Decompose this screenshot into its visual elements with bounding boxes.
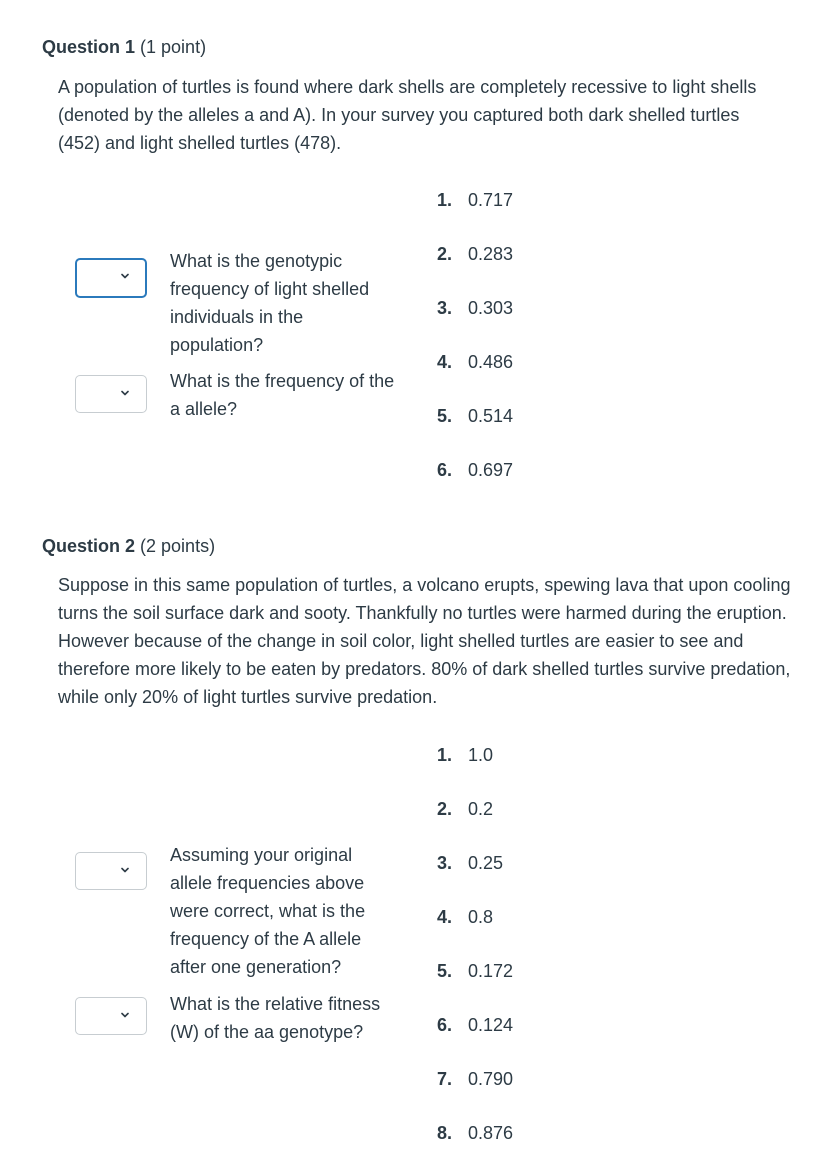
answer-value: 0.876 xyxy=(468,1123,514,1143)
answer-number: 7. xyxy=(437,1069,453,1089)
q2-answer-4 xyxy=(437,907,493,928)
q2-dropdown-1[interactable] xyxy=(75,852,147,890)
question-2-points: (2 points) xyxy=(140,536,216,556)
answer-number: 6. xyxy=(437,1015,453,1035)
answer-number: 8. xyxy=(437,1123,453,1143)
answer-value: 1.0 xyxy=(468,745,494,765)
chevron-down-icon xyxy=(120,271,130,281)
question-1-heading xyxy=(42,37,206,58)
q2-answer-6 xyxy=(437,1015,513,1036)
q1-dropdown-1[interactable] xyxy=(75,258,147,298)
question-2-heading xyxy=(42,536,215,557)
answer-number: 6. xyxy=(437,460,453,480)
q2-prompt-2: What is the relative fitness (W) of the aa genotype? xyxy=(170,994,381,1042)
q2-dropdown-2[interactable] xyxy=(75,997,147,1035)
q1-prompt-1: What is the genotypic frequency of light shelled individuals in the population? xyxy=(170,251,370,355)
answer-number: 5. xyxy=(437,406,453,426)
q1-answer-3 xyxy=(437,298,513,319)
answer-value: 0.283 xyxy=(468,244,514,264)
q2-prompt-1: Assuming your original allele frequencies above were correct, what is the frequency of the A allele after one generation? xyxy=(170,845,366,977)
question-1-title: Question 1 xyxy=(42,37,136,57)
answer-number: 5. xyxy=(437,961,453,981)
answer-value: 0.303 xyxy=(468,298,514,318)
answer-number: 1. xyxy=(437,745,453,765)
answer-value: 0.172 xyxy=(468,961,514,981)
answer-value: 0.2 xyxy=(468,799,494,819)
answer-value: 0.514 xyxy=(468,406,514,426)
answer-number: 4. xyxy=(437,907,453,927)
answer-value: 0.124 xyxy=(468,1015,514,1035)
q2-answer-5 xyxy=(437,961,513,982)
answer-value: 0.8 xyxy=(468,907,494,927)
answer-number: 1. xyxy=(437,190,453,210)
answer-value: 0.717 xyxy=(468,190,514,210)
question-1-text: A population of turtles is found where dark shells are completely recessive to light shells (denoted by the alleles a and A). In your survey you captured both dark shelled turtles (452) and light shelled turtles (478). xyxy=(58,77,757,153)
chevron-down-icon xyxy=(120,1010,130,1020)
q1-prompt-2: What is the frequency of the a allele? xyxy=(170,371,395,419)
answer-value: 0.486 xyxy=(468,352,514,372)
q1-answer-1 xyxy=(437,190,513,211)
question-2-text: Suppose in this same population of turtles, a volcano erupts, spewing lava that upon cooling turns the soil surface dark and sooty. Thankfully no turtles were harmed during the eruption. However because of the change in soil color, light shelled turtles are easier to see and therefore more likely to be eaten by predators. 80% of dark shelled turtles survive predation, while only 20% of light turtles survive predation. xyxy=(58,575,791,707)
answer-number: 2. xyxy=(437,799,453,819)
answer-value: 0.25 xyxy=(468,853,504,873)
answer-number: 4. xyxy=(437,352,453,372)
q2-answer-7 xyxy=(437,1069,513,1090)
q1-answer-5 xyxy=(437,406,513,427)
q2-answer-8 xyxy=(437,1123,513,1144)
answer-value: 0.697 xyxy=(468,460,514,480)
q2-answer-1 xyxy=(437,745,493,766)
question-1-points: (1 point) xyxy=(140,37,207,57)
q1-answer-4 xyxy=(437,352,513,373)
answer-value: 0.790 xyxy=(468,1069,514,1089)
chevron-down-icon xyxy=(120,865,130,875)
answer-number: 3. xyxy=(437,298,453,318)
answer-number: 2. xyxy=(437,244,453,264)
answer-number: 3. xyxy=(437,853,453,873)
q1-answer-6 xyxy=(437,460,513,481)
q1-dropdown-2[interactable] xyxy=(75,375,147,413)
question-2-title: Question 2 xyxy=(42,536,136,556)
q1-answer-2 xyxy=(437,244,513,265)
q2-answer-2 xyxy=(437,799,493,820)
chevron-down-icon xyxy=(120,388,130,398)
q2-answer-3 xyxy=(437,853,503,874)
